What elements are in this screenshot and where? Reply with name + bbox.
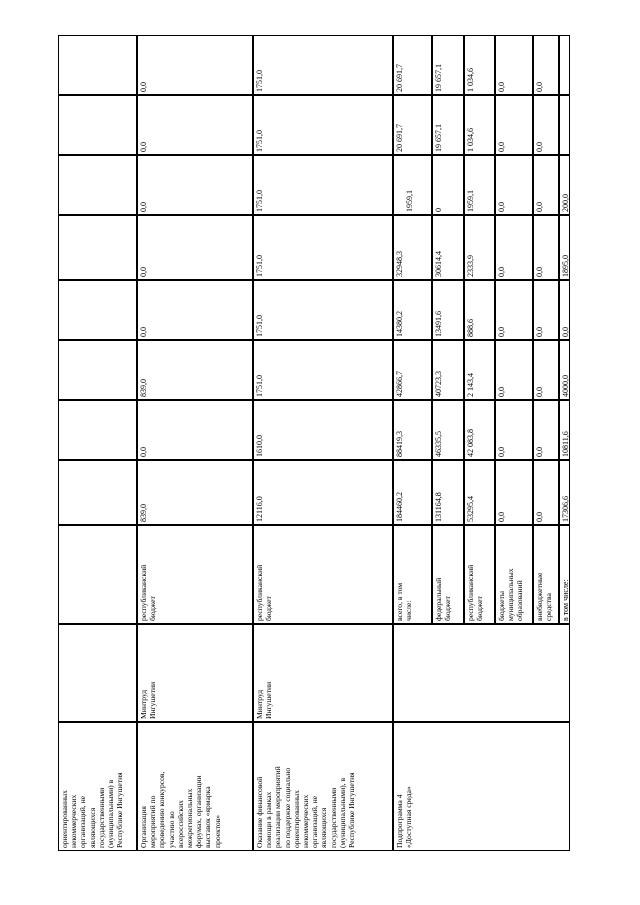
summary-value-6 — [561, 98, 569, 152]
funding-source: республиканский бюджет — [466, 564, 485, 621]
value-2: 0,0 — [497, 387, 506, 397]
value-7: 1751,0 — [255, 70, 264, 92]
funding-source: внебюджетные средства — [535, 572, 554, 621]
value-3 — [60, 283, 136, 337]
executor-cell — [393, 624, 570, 722]
value-6: 0,0 — [497, 142, 506, 152]
value-4 — [60, 218, 136, 277]
value-4: 1751,0 — [255, 255, 264, 277]
measure-description: Организация мероприятий по проведению конкурсов, участию во всероссийских межрегиональных форумах, организации выставок «ярмарка проектов» — [139, 771, 222, 848]
measure-description: ориентированных некоммерческих организаций, не являющихся государственными (муниципальными) в Республике Ингушетия — [60, 772, 125, 848]
value-5 — [60, 158, 136, 212]
value-6: 0,0 — [139, 142, 148, 152]
funding-source: бюджеты муниципальных образований — [497, 568, 525, 621]
value-3: 13491,6 — [434, 311, 443, 337]
value-0: 0,0 — [535, 512, 544, 522]
subprogram-title: Подпрограмма 4 «Доступная среда» — [395, 786, 414, 848]
value-0: 12116,0 — [255, 496, 264, 522]
funding-source — [60, 528, 136, 621]
value-1: 42 083,8 — [466, 429, 475, 457]
summary-value-5: 200,0 — [561, 194, 570, 212]
measure-description: Оказание финансовой помощи в рамках реализации мероприятий по поддержке социально ориентированных некоммерческих организаций, не являющихся государственными (муниципальными), в Республике Ингушетия — [255, 766, 357, 848]
value-2: 1751,0 — [255, 375, 264, 397]
value-1: 0,0 — [497, 447, 506, 457]
value-1: 46335,5 — [434, 431, 443, 457]
funding-source: республиканский бюджет — [139, 564, 158, 621]
value-3: 1751,0 — [255, 315, 264, 337]
value-3: 0,0 — [497, 327, 506, 337]
value-7: 1 034,6 — [466, 68, 475, 92]
funding-source: республиканский бюджет — [255, 564, 274, 621]
value-6: 1 034,6 — [466, 128, 475, 152]
value-2: 0,0 — [535, 387, 544, 397]
value-0: 53295,4 — [466, 496, 475, 522]
value-3: 0,0 — [535, 327, 544, 337]
value-7: 19 657,1 — [434, 64, 443, 92]
funding-source: всего, в том числе: — [395, 582, 414, 621]
value-4: 2333,9 — [466, 255, 475, 277]
value-6: 19 657,1 — [434, 124, 443, 152]
value-1: 0,0 — [535, 447, 544, 457]
summary-value-1: 10811,6 — [561, 431, 570, 457]
value-4: 32948,3 — [395, 251, 404, 277]
value-3: 0,0 — [139, 327, 148, 337]
funding-source: федеральный бюджет — [434, 577, 453, 621]
value-5: 0 — [434, 208, 443, 212]
value-0 — [60, 463, 136, 522]
value-0: 131164,8 — [434, 492, 443, 522]
value-5: 0,0 — [139, 202, 148, 212]
value-7: 20 691,7 — [395, 64, 404, 92]
executor-label: Минтруд Ингушетии — [139, 681, 158, 719]
value-5: 1959,1 — [405, 190, 414, 212]
value-3: 888,6 — [466, 319, 475, 337]
summary-label: в том числе: — [561, 579, 570, 621]
value-0: 0,0 — [497, 512, 506, 522]
value-7: 0,0 — [139, 82, 148, 92]
value-5: 0,0 — [497, 202, 506, 212]
summary-value-3: 0,0 — [561, 327, 570, 337]
value-2: 839,0 — [139, 379, 148, 397]
summary-value-7 — [561, 38, 569, 92]
value-1: 88419,3 — [395, 431, 404, 457]
value-1: 0,0 — [139, 447, 148, 457]
value-7 — [60, 38, 136, 92]
value-7: 0,0 — [535, 82, 544, 92]
value-2 — [60, 343, 136, 397]
value-0: 839,0 — [139, 504, 148, 522]
value-4: 0,0 — [497, 267, 506, 277]
value-1: 1610,0 — [255, 435, 264, 457]
value-6: 1751,0 — [255, 130, 264, 152]
value-2: 42866,7 — [395, 371, 404, 397]
value-2: 40723,3 — [434, 371, 443, 397]
value-2: 2 143,4 — [466, 373, 475, 397]
value-4: 30614,4 — [434, 251, 443, 277]
value-7: 0,0 — [497, 82, 506, 92]
value-4: 0,0 — [139, 267, 148, 277]
value-1 — [60, 403, 136, 457]
value-6: 0,0 — [535, 142, 544, 152]
executor-label: Минтруд Ингушетии — [255, 681, 274, 719]
value-3: 14380,2 — [395, 311, 404, 337]
value-5: 1959,1 — [466, 190, 475, 212]
summary-value-4: 1895,0 — [561, 255, 570, 277]
value-4: 0,0 — [535, 267, 544, 277]
value-6 — [60, 98, 136, 152]
value-5: 0,0 — [535, 202, 544, 212]
value-6: 20 691,7 — [395, 124, 404, 152]
value-5: 1751,0 — [255, 190, 264, 212]
summary-value-0: 17306,6 — [561, 496, 570, 522]
summary-value-2: 4000,0 — [561, 375, 570, 397]
executor-label — [60, 627, 136, 719]
value-0: 184460,2 — [395, 492, 404, 522]
